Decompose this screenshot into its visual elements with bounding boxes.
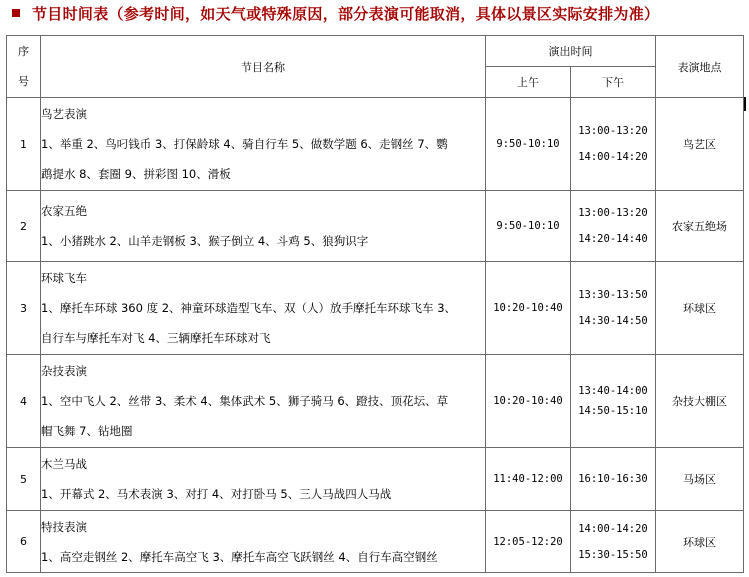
program-cell: [41, 191, 486, 262]
row-seq: 3: [7, 262, 41, 355]
am-time: 12:05-12:20: [486, 511, 571, 573]
pm-time: 14:20-14:40: [578, 233, 648, 245]
location-header: 表演地点: [656, 36, 744, 98]
program-items: 1、空中飞人 2、丝带 3、柔术 4、集体武术 5、狮子骑马 6、蹬技、顶花坛、草: [41, 394, 449, 408]
pm-time: 15:30-15:50: [578, 548, 648, 561]
am-time: 9:50-10:10: [486, 98, 571, 191]
table-row: [7, 511, 744, 573]
pm-time-cell: [571, 262, 656, 355]
am-time: 10:20-10:40: [486, 262, 571, 355]
location: 马场区: [656, 448, 744, 511]
program-cell: [41, 98, 486, 191]
am-time: 11:40-12:00: [486, 448, 571, 511]
pm-time-cell: [571, 355, 656, 448]
row-seq: 4: [7, 355, 41, 448]
location: 环球区: [656, 262, 744, 355]
pm-time: 16:10-16:30: [578, 473, 648, 485]
program-cell: [41, 448, 486, 511]
program-title: 鸟艺表演: [41, 107, 87, 121]
schedule-table: [6, 35, 744, 573]
pm-time-cell: [571, 98, 656, 191]
location: 农家五绝场: [656, 191, 744, 262]
program-cell: [41, 511, 486, 573]
text-cursor-mark: [744, 97, 746, 111]
program-cell: [41, 262, 486, 355]
program-items: 帽飞舞 7、钻地圈: [41, 424, 133, 438]
row-seq: 2: [7, 191, 41, 262]
row-seq: 1: [7, 98, 41, 191]
program-title: 环球飞车: [41, 271, 87, 285]
program-items: 1、高空走钢丝 2、摩托车高空飞 3、摩托车高空飞跃钢丝 4、自行车高空钢丝: [41, 549, 438, 564]
time-header: 演出时间: [486, 36, 656, 67]
bullet-square-icon: [12, 9, 20, 17]
name-header: 节目名称: [41, 36, 486, 98]
pm-time: 14:50-15:10: [578, 405, 648, 417]
row-seq: 5: [7, 448, 41, 511]
program-cell: [41, 355, 486, 448]
row-seq: 6: [7, 511, 41, 573]
location: 鸟艺区: [656, 98, 744, 191]
pm-time: 14:00-14:20: [578, 522, 648, 535]
seq-header-top: 序: [18, 44, 29, 58]
pm-time-cell: [571, 191, 656, 262]
program-title: 特技表演: [41, 519, 87, 534]
table-row: [7, 191, 744, 262]
program-title: 杂技表演: [41, 364, 87, 378]
pm-time: 14:00-14:20: [578, 151, 648, 163]
pm-time-cell: [571, 511, 656, 573]
schedule-heading: [10, 1, 659, 25]
seq-header-bottom: 号: [18, 74, 29, 88]
table-row: [7, 262, 744, 355]
program-title: 农家五绝: [41, 204, 87, 218]
pm-header: 下午: [571, 67, 656, 98]
am-header: 上午: [486, 67, 571, 98]
program-items: 1、举重 2、鸟叼钱币 3、打保龄球 4、骑自行车 5、做数学题 6、走钢丝 7、鹦: [41, 137, 448, 151]
seq-header: [7, 36, 41, 98]
pm-time: 13:30-13:50: [578, 289, 648, 301]
heading-text: 节目时间表（参考时间，如天气或特殊原因，部分表演可能取消，具体以景区实际安排为准）: [32, 4, 660, 23]
program-items: 鹉提水 8、套圈 9、拼彩图 10、滑板: [41, 167, 231, 181]
location: 杂技大棚区: [656, 355, 744, 448]
location: 环球区: [656, 511, 744, 573]
program-items: 自行车与摩托车对飞 4、三辆摩托车环球对飞: [41, 331, 271, 345]
table-row: [7, 355, 744, 448]
pm-time: 13:00-13:20: [578, 207, 648, 219]
pm-time: 13:00-13:20: [578, 125, 648, 137]
program-items: 1、开幕式 2、马术表演 3、对打 4、对打卧马 5、三人马战四人马战: [41, 487, 392, 501]
program-title: 木兰马战: [41, 457, 87, 471]
am-time: 9:50-10:10: [486, 191, 571, 262]
am-time: 10:20-10:40: [486, 355, 571, 448]
pm-time: 13:40-14:00: [578, 385, 648, 397]
pm-time-cell: [571, 448, 656, 511]
pm-time: 14:30-14:50: [578, 315, 648, 327]
table-row: [7, 98, 744, 191]
program-items: 1、摩托车环球 360 度 2、神童环球造型飞车、双（人）放手摩托车环球飞车 3、: [41, 301, 457, 315]
program-items: 1、小猪跳水 2、山羊走钢板 3、猴子倒立 4、斗鸡 5、狼狗识字: [41, 234, 369, 248]
table-row: [7, 448, 744, 511]
